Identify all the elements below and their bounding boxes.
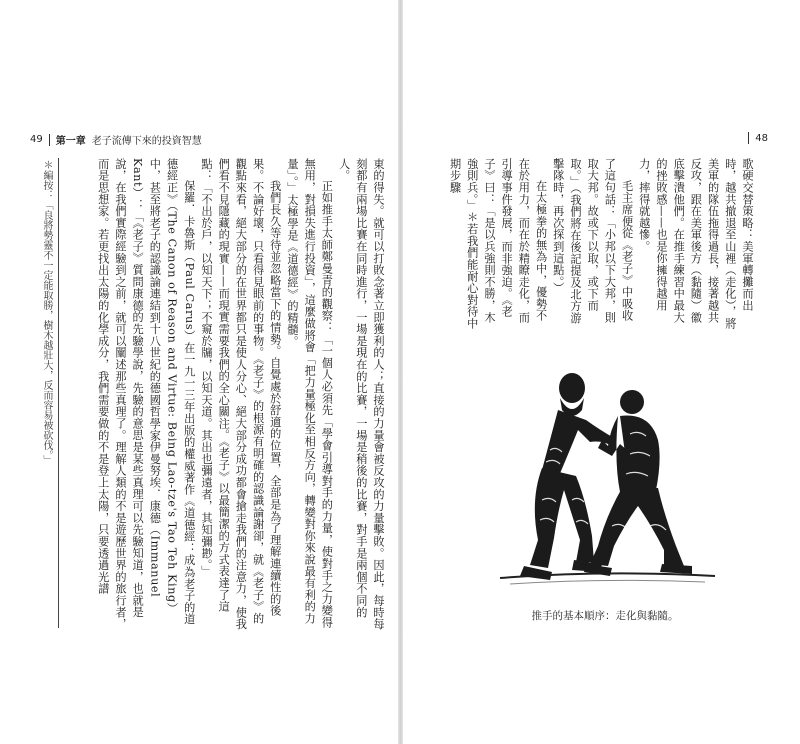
paragraph: 正如推手太師鄭曼青的觀察：「一個人必須先「學會引導對手的力量，使對手之力變得無用，對損失進行投資」，這麼做將會「把力量極化至相反方向，轉變對你來說最有利的力量」。」太極學是《道德經》的精髓。 xyxy=(285,158,334,629)
right-page-number: 48 xyxy=(755,132,768,144)
paragraph: 東的得失。就可以打敗念著立即獲利的人；直接的力量會被反攻的力量擊敗。因此，每時每刻都有兩場比賽在同時進行，一場是現在的比賽，一場是稍後的比賽，對手是兩個不同的人。 xyxy=(337,158,385,630)
right-body-text xyxy=(448,158,756,330)
left-body-text xyxy=(42,158,387,636)
right-running-head xyxy=(748,132,768,144)
book-gutter xyxy=(398,0,403,744)
push-hands-illustration xyxy=(480,350,730,600)
chapter-title: 老子流傳下來的投資智慧 xyxy=(91,136,202,147)
left-running-head xyxy=(30,132,202,147)
footnote-rule xyxy=(58,158,59,628)
figure-caption: 推手的基本順序：走化與黏隨。 xyxy=(531,610,679,622)
left-page-number: 49 xyxy=(30,134,43,145)
header-divider xyxy=(49,134,50,146)
paragraph: 我們長久等待並忽略當下的情勢。自覺處於舒適的位置，全部是為了理解連續性的後果。不論好壞，只看得見眼前的事物。《老子》的根源有明確的認識論謝卻，就《老子》的觀點來看，絕大部分的在世界都只是使人分心、絕大部分成功都會搶走我們的注意力，使我們看不見隱藏的現實——而現實需要我們的全心關注。《老子》以最簡潔的方式表達了這點：「不出於戶，以知天下；不窺於牖，以知天道。其出也彌遠者，其知彌尠。」 xyxy=(199,158,282,630)
paragraph: 毛主席便從《老子》中吸收了這句話：「小邦以下大邦，則取大邦。故或下以取，或下而取。」（我們將在後記提及北方游擊隊時，再次探到這點。） xyxy=(551,158,634,324)
header-divider xyxy=(748,132,749,144)
chapter-label: 第一章 xyxy=(55,136,86,147)
footnote: ＊編按：「良將勢靈不一定能取勝，樹木越壯大，反而容易被砍伐。」 xyxy=(41,160,52,465)
paragraph: 歌硬交替策略：美軍轉攤而出時，越共撤退至山裡（走化），將美軍的隊伍拖得過長，接著越共反攻，跟在美軍後方（黏隨）徽底擊潰他們。在推手練習中最大的挫敗感——也是你擁得越用力，摔得就越慘。 xyxy=(637,158,754,330)
paragraph: 保羅．卡魯斯（Paul Carus）在一九一三年出版的權威著作《道德經：成為老子的道德經正》（The Canon of Reason and Virtue: Being Lao-tze's Tao Teh King）中，甚至將老子的認識論連結到十八世紀的德國哲學家伊曼努埃．康德（Immanuel Kant）：「《老子》質問康德的先驗學說，先驗的意思是某些真理可以先驗知道，也就是說，在我們實際經驗到之前，就可以闡述那些真理了。理解人類的不是遊歷世界的旅行者，而是思想家。若更找出太陽的化學成分，我們需要做的不是登上太陽，只要透過光譜 xyxy=(96,158,196,630)
paragraph: 在太極拳的無為中，優勢不在於用力，而在於精瞭走化，而引導事件發展，而非強迫。《老子》曰：「是以兵強則不勝，木強則兵。」＊若我們能耐心對待中期步驟 xyxy=(448,158,548,330)
